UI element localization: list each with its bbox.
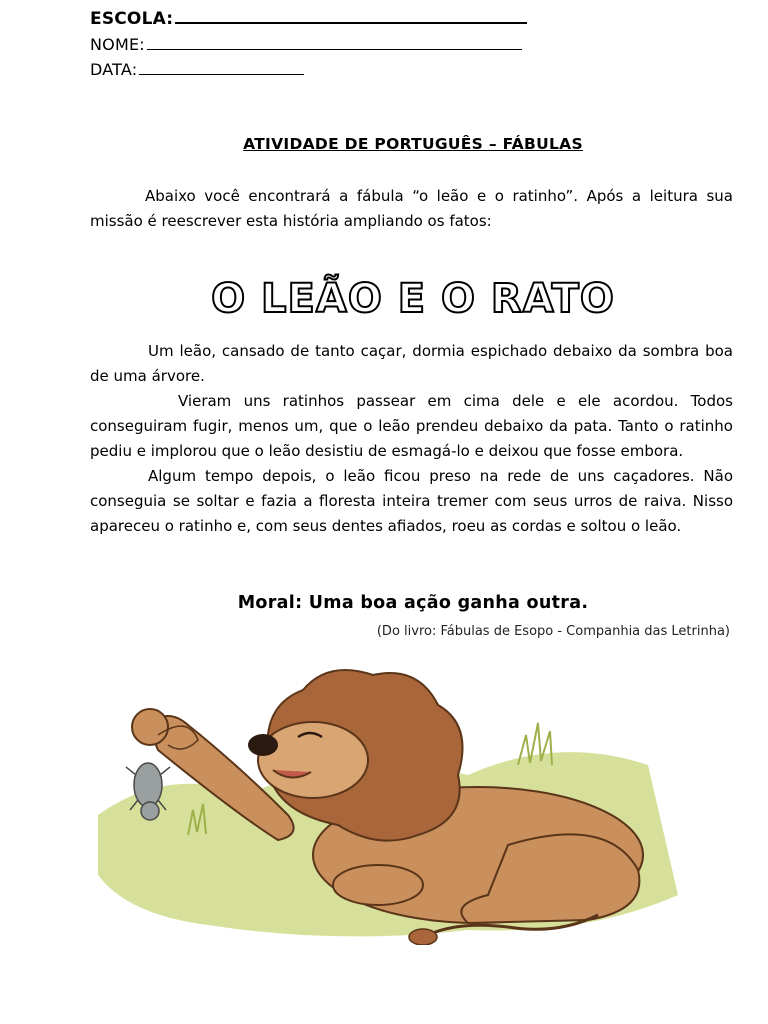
story-title: O LEÃO E O RATO [211, 276, 615, 322]
date-label: DATA: [90, 60, 138, 79]
lion-nose [248, 734, 278, 756]
intro-text: Abaixo você encontrará a fábula “o leão e o ratinho”. Após a leitura sua missão é reescrever esta história ampliando os fatos: [90, 187, 733, 230]
story-title-svg [213, 270, 613, 322]
date-blank-line [139, 60, 304, 75]
story-paragraph-2: Vieram uns ratinhos passear em cima dele e ele acordou. Todos conseguiram fugir, menos um, que o leão prendeu debaixo da pata. Tanto o ratinho pediu e implorou que o leão desistiu de esmagá-lo e deixou que fosse embora. [90, 392, 733, 460]
moral-text: Moral: Uma boa ação ganha outra. [237, 593, 589, 613]
school-label: ESCOLA: [90, 9, 174, 29]
story-title-block [0, 270, 768, 326]
story-text [90, 339, 733, 539]
lion-and-mouse-illustration [88, 645, 688, 945]
story-paragraph-1: Um leão, cansado de tanto caçar, dormia espichado debaixo da sombra boa de uma árvore. [90, 342, 733, 385]
mouse-head [141, 802, 159, 820]
source-citation: (Do livro: Fábulas de Esopo - Companhia das Letrinha) [376, 624, 730, 639]
lion-raised-paw [132, 709, 168, 745]
school-field [90, 8, 527, 29]
activity-title: ATIVIDADE DE PORTUGUÊS – FÁBULAS [243, 135, 583, 153]
name-label: NOME: [90, 35, 145, 54]
name-blank-line [147, 35, 522, 50]
school-blank-line [175, 8, 527, 24]
name-field [90, 35, 522, 54]
lion-tail-tuft [409, 929, 437, 945]
lion-front-paw [333, 865, 423, 905]
intro-block [90, 184, 733, 234]
date-field [90, 60, 304, 79]
story-paragraph-3: Algum tempo depois, o leão ficou preso na rede de uns caçadores. Não conseguia se soltar e fazia a floresta inteira tremer com seus urros de raiva. Nisso apareceu o ratinho e, com seus dentes afiados, roeu as cordas e soltou o leão. [90, 467, 733, 535]
